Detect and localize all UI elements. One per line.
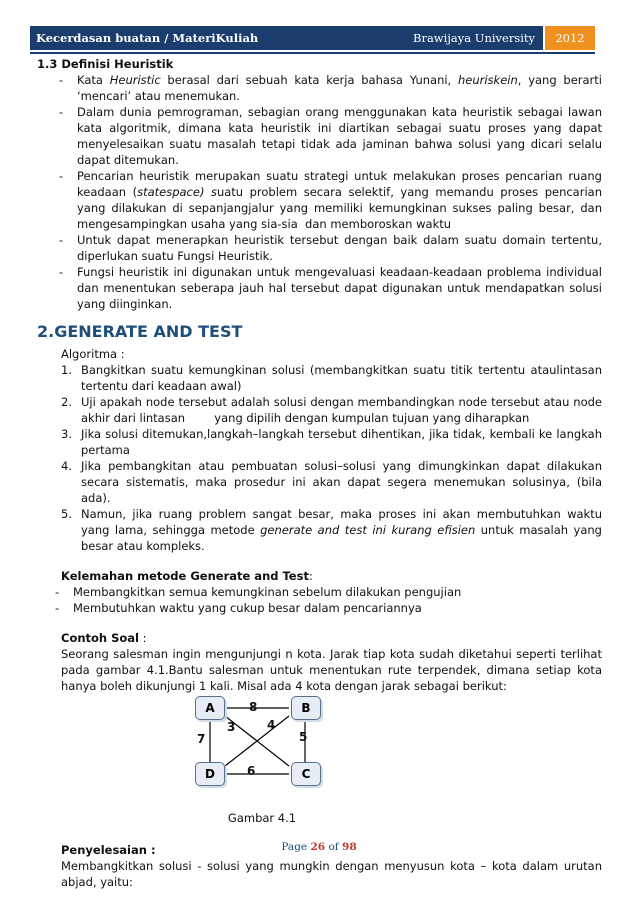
page-header [30,26,595,50]
example-title: Contoh Soal : [61,631,147,645]
solution-title: Penyelesaian : [61,843,156,857]
algorithm-step: 1. Bangkitkan suatu kemungkinan solusi (membangkitkan suatu titik tertentu ataulintasan tertentu dari keadaan awal) [61,363,602,393]
algorithm-step: 2. Uji apakah node tersebut adalah solusi dengan membandingkan node tersebut atau node akhir dari lintasan yang dipilih dengan kumpulan tujuan yang diharapkan [61,395,606,425]
example-text: Seorang salesman ingin mengunjungi n kota. Jarak tiap kota sudah diketahui seperti terlihat pada gambar 4.1.Bantu salesman untuk menentukan rute terpendek, dimana setiap kota hanya boleh dikunjungi 1 kali. Misal ada 4 kota dengan jarak sebagai berikut: [61,647,602,693]
section-title-generate-test: 2.GENERATE AND TEST [37,322,243,341]
city-graph [37,694,602,834]
definition-item: - Untuk dapat menerapkan heuristik tersebut dengan baik dalam suatu domain tertentu, diperlukan suatu Fungsi Heuristik. [59,233,602,263]
node-d: D [195,762,225,786]
node-b: B [291,696,321,720]
header-university: Brawijaya University [413,26,543,50]
algorithm-steps [37,362,606,554]
weakness-list [37,584,602,616]
section-title-1-3: 1.3 Definisi Heuristik [37,57,174,71]
page-footer: Page 26 of 98 [281,841,357,853]
definition-item: - Dalam dunia pemrograman, sebagian orang menggunakan kata heuristik sebagai lawan kata algoritmik, dimana kata heuristik ini diartikan sebagai suatu proses yang dapat menyelesaikan suatu masalah tetapi tidak ada jaminan bahwa solusi yang dicari selalu dapat ditemukan. [59,105,602,167]
edge-label-bc: 5 [299,730,308,744]
algorithm-label: Algoritma : [61,347,125,361]
page-total: 98 [342,841,357,853]
weakness-title: Kelemahan metode Generate and Test: [61,569,313,583]
definition-item: - Pencarian heuristik merupakan suatu strategi untuk melakukan proses pencarian ruang keadaan (statespace) suatu problem secara selektif, yang memandu proses pencarian yang dilakukan di sepanjangjalur yang memiliki kemungkinan sukses paling besar, dan mengesampingkan usaha yang sia-sia dan memboroskan waktu [59,169,602,231]
page-content [37,56,606,890]
node-a: A [195,696,225,720]
edge-label-bd: 4 [267,718,276,732]
edge-label-ab: 8 [249,700,258,714]
definition-item: - Kata Heuristic berasal dari sebuah kata kerja bahasa Yunani, heuriskein, yang berarti ‘mencari’ atau menemukan. [59,73,602,103]
header-year: 2012 [545,26,595,50]
definition-list [37,72,602,312]
weakness-item: - Membutuhkan waktu yang cukup besar dalam pencariannya [55,601,422,615]
page-number: 26 [310,841,326,853]
algorithm-step: 4. Jika pembangkitan atau pembuatan solusi–solusi yang dimungkinkan dapat dilakukan secara sistematis, maka prosedur ini akan dapat segera menemukan solusinya, (bila ada). [61,459,602,505]
definition-item: - Fungsi heuristik ini digunakan untuk mengevaluasi keadaan-keadaan problema individual dan menentukan seberapa jauh hal tersebut dapat digunakan untuk mendapatkan solusi yang diinginkan. [59,265,602,311]
header-course-title: Kecerdasan buatan / MateriKuliah [30,26,413,50]
weakness-item: - Membangkitkan semua kemungkinan sebelum dilakukan pengujian [55,585,462,599]
algorithm-step: 5. Namun, jika ruang problem sangat besar, maka proses ini akan membutuhkan waktu yang lama, sehingga metode generate and test ini kurang efisien untuk masalah yang besar atau kompleks. [61,507,602,553]
node-c: C [291,762,321,786]
solution-text: Membangkitkan solusi - solusi yang mungkin dengan menyusun kota – kota dalam urutan abjad, yaitu: [61,859,602,889]
header-divider [30,52,595,54]
figure-caption: Gambar 4.1 [227,811,297,825]
algorithm-step: 3. Jika solusi ditemukan,langkah–langkah tersebut dihentikan, jika tidak, kembali ke langkah pertama [61,427,602,457]
edge-label-ad: 7 [197,732,206,746]
edge-label-ac: 3 [227,720,236,734]
edge-label-dc: 6 [247,764,256,778]
